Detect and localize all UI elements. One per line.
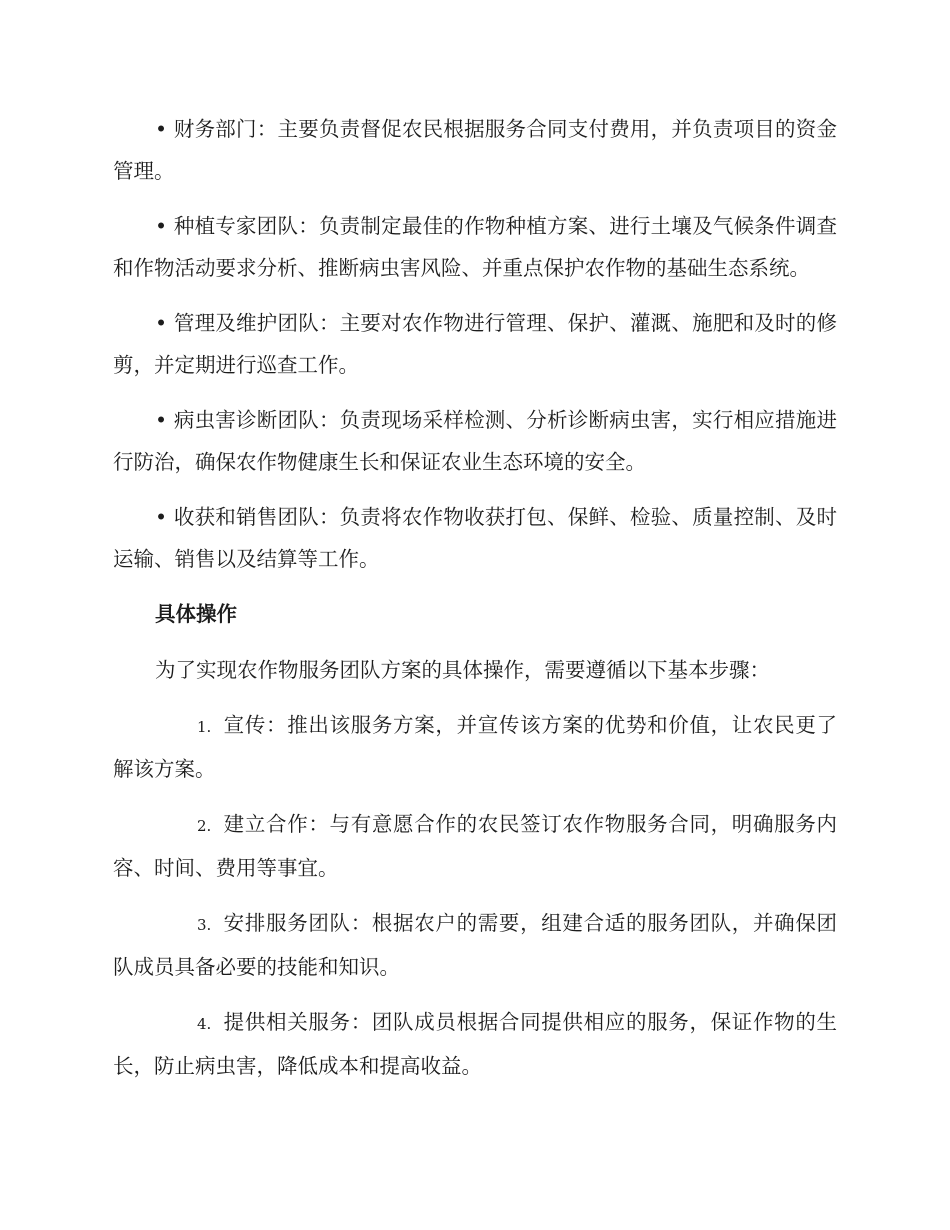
- step-number: 3.: [197, 916, 212, 934]
- step-item: [113, 704, 837, 790]
- step-item: [113, 1001, 837, 1087]
- step-text: 建立合作：与有意愿合作的农民签订农作物服务合同，明确服务内容、时间、费用等事宜。: [113, 812, 837, 880]
- step-number: 4.: [197, 1015, 212, 1033]
- paragraph-finance-department: • 财务部门：主要负责督促农民根据服务合同支付费用，并负责项目的资金管理。: [113, 117, 837, 183]
- intro-paragraph: 为了实现农作物服务团队方案的具体操作，需要遵循以下基本步骤：: [155, 658, 770, 682]
- section-heading: 具体操作: [155, 602, 237, 626]
- step-text: 安排服务团队：根据农户的需要，组建合适的服务团队，并确保团队成员具备必要的技能和知识。: [113, 911, 837, 979]
- step-number: 2.: [197, 817, 212, 835]
- paragraph-harvest-sales-team: • 收获和销售团队：负责将农作物收获打包、保鲜、检验、质量控制、及时运输、销售以及结算等工作。: [113, 505, 837, 571]
- step-number: 1.: [197, 718, 212, 736]
- step-item: [113, 902, 837, 988]
- document-page: [113, 108, 837, 1100]
- paragraph-pest-diagnosis-team: • 病虫害诊断团队：负责现场采样检测、分析诊断病虫害，实行相应措施进行防治，确保农作物健康生长和保证农业生态环境的安全。: [113, 408, 837, 474]
- step-item: [113, 803, 837, 889]
- paragraph-management-maintenance-team: • 管理及维护团队：主要对农作物进行管理、保护、灌溉、施肥和及时的修剪，并定期进行巡查工作。: [113, 311, 837, 377]
- step-text: 宣传：推出该服务方案，并宣传该方案的优势和价值，让农民更了解该方案。: [113, 713, 837, 781]
- step-text: 提供相关服务：团队成员根据合同提供相应的服务，保证作物的生长，防止病虫害，降低成本和提高收益。: [113, 1010, 837, 1078]
- paragraph-planting-expert-team: • 种植专家团队：负责制定最佳的作物种植方案、进行土壤及气候条件调查和作物活动要求分析、推断病虫害风险、并重点保护农作物的基础生态系统。: [113, 214, 837, 280]
